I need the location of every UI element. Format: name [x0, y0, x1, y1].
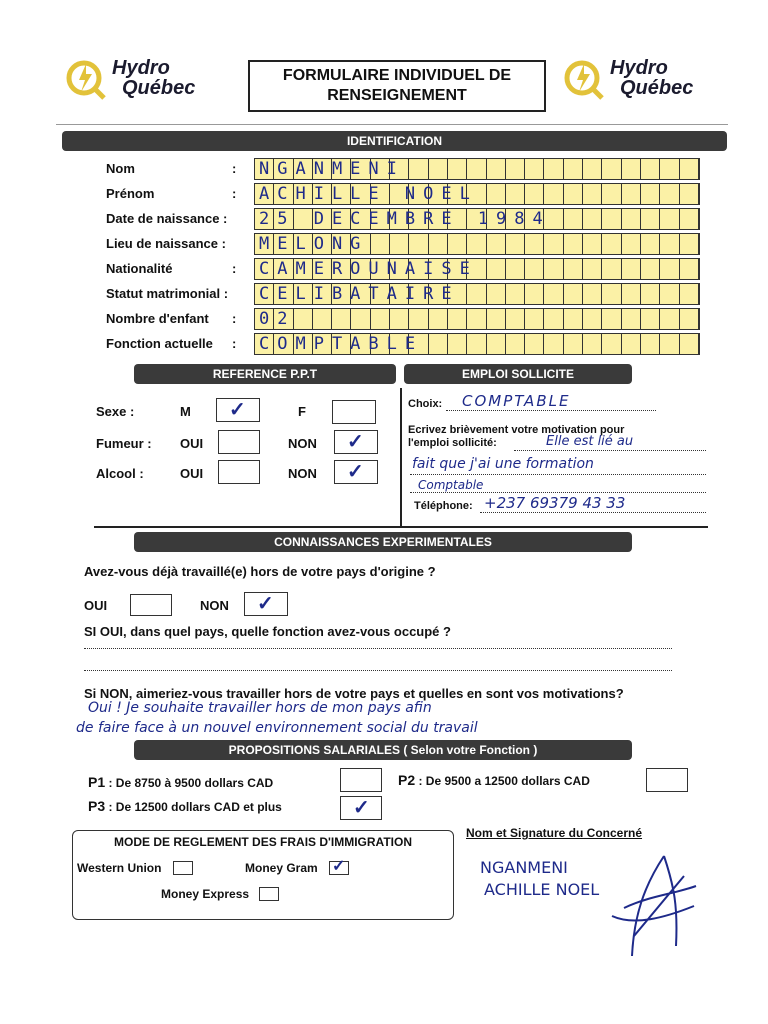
id-field-input[interactable] [254, 158, 700, 180]
id-field-input[interactable] [254, 333, 700, 355]
alcool-non-label: NON [288, 466, 317, 481]
id-field-label: Nom [106, 161, 135, 176]
telephone-line [480, 512, 706, 513]
fumeur-label: Fumeur : [96, 436, 152, 451]
si-oui-line-1 [84, 648, 672, 649]
id-field-value: NGANMENI [259, 159, 405, 179]
signature-name-line1: NGANMENI [480, 858, 568, 877]
telephone-label: Téléphone: [414, 500, 473, 512]
id-field-input[interactable] [254, 183, 700, 205]
travail-oui-label: OUI [84, 598, 108, 613]
motivation-line-2 [410, 474, 706, 475]
id-field-value: CELIBATAIRE [259, 284, 460, 304]
si-non-answer-1: Oui ! Je souhaite travailler hors de mon pays afin [88, 700, 432, 716]
logo-line2: Québec [122, 77, 196, 99]
hydro-quebec-logo-right [562, 56, 693, 100]
id-field-label: Nombre d'enfant [106, 311, 209, 326]
check-mark-icon: ✓ [257, 593, 274, 615]
motivation-text-3: Comptable [418, 478, 484, 492]
reglement-box [72, 830, 454, 920]
alcool-oui-checkbox[interactable] [218, 460, 260, 484]
motivation-text-1: Elle est lié au [546, 434, 634, 449]
check-mark-icon: ✓ [229, 399, 246, 421]
choix-value: COMPTABLE [462, 392, 571, 410]
signature-label: Nom et Signature du Concerné [466, 826, 643, 840]
reglement-title: MODE DE REGLEMENT DES FRAIS D'IMMIGRATION [114, 835, 412, 849]
p2-checkbox[interactable] [646, 768, 688, 792]
motivation-line-3 [410, 492, 706, 493]
motivation-label-1: Ecrivez brièvement votre motivation pour [408, 424, 625, 436]
p2-code: P2 [398, 772, 416, 788]
question-travail-hors-pays: Avez-vous déjà travaillé(e) hors de votre pays d'origine ? [84, 564, 436, 579]
sexe-label: Sexe : [96, 404, 135, 419]
handwritten-signature [604, 846, 704, 966]
id-field-colon: : [232, 311, 237, 326]
reference-ppt-header: REFERENCE P.P.T [134, 364, 396, 384]
p2-option [398, 772, 590, 788]
id-field-input[interactable] [254, 283, 700, 305]
section-vertical-divider [400, 388, 402, 526]
alcool-non-checkbox[interactable] [334, 460, 378, 484]
logo-line1: Hydro [610, 57, 668, 79]
p3-option [88, 798, 282, 814]
id-field-colon: : [232, 186, 237, 201]
p3-code: P3 [88, 798, 106, 814]
logo-line2: Québec [620, 77, 694, 99]
id-field-label: Nationalité [106, 261, 173, 276]
travail-oui-checkbox[interactable] [130, 594, 172, 616]
money-express-label: Money Express [161, 887, 250, 901]
p1-option [88, 774, 273, 790]
id-field-value: ACHILLE NOEL [259, 184, 478, 204]
alcool-oui-label: OUI [180, 466, 204, 481]
id-field-value: 25 DECEMBRE 1984 [259, 209, 551, 229]
id-field-value: COMPTABLE [259, 334, 424, 354]
sexe-m-checkbox[interactable] [216, 398, 260, 422]
sexe-f-checkbox[interactable] [332, 400, 376, 424]
travail-non-checkbox[interactable] [244, 592, 288, 616]
hydro-quebec-logo-left [64, 56, 195, 100]
connaissances-header: CONNAISSANCES EXPERIMENTALES [134, 532, 632, 552]
money-express-checkbox[interactable] [259, 887, 279, 901]
form-title [248, 60, 546, 112]
emploi-sollicite-header: EMPLOI SOLLICITE [404, 364, 632, 384]
fumeur-non-checkbox[interactable] [334, 430, 378, 454]
check-mark-icon: ✓ [353, 797, 370, 819]
id-field-colon: : [232, 336, 237, 351]
p3-text: : De 12500 dollars CAD et plus [108, 800, 282, 814]
si-non-answer-2: de faire face à un nouvel environnement social du travail [76, 720, 478, 736]
p1-code: P1 [88, 774, 106, 790]
id-field-input[interactable] [254, 208, 700, 230]
id-field-colon: : [232, 161, 237, 176]
money-gram-checkbox[interactable] [329, 858, 349, 875]
fumeur-non-label: NON [288, 436, 317, 451]
question-si-oui: SI OUI, dans quel pays, quelle fonction avez-vous occupé ? [84, 624, 451, 639]
fumeur-oui-label: OUI [180, 436, 204, 451]
id-field-input[interactable] [254, 233, 700, 255]
check-mark-icon: ✓ [332, 858, 346, 875]
signature-name-line2: ACHILLE NOEL [484, 880, 600, 899]
section-horizontal-divider [94, 526, 708, 528]
choix-line [446, 410, 656, 411]
p1-text: : De 8750 à 9500 dollars CAD [108, 776, 274, 790]
propositions-header: PROPOSITIONS SALARIALES ( Selon votre Fonction ) [134, 740, 632, 760]
id-field-label: Fonction actuelle [106, 336, 213, 351]
id-field-label: Lieu de naissance : [106, 236, 226, 251]
telephone-value: +237 69379 43 33 [484, 494, 626, 512]
western-union-checkbox[interactable] [173, 861, 193, 875]
p3-checkbox[interactable] [340, 796, 382, 820]
id-field-label: Date de naissance : [106, 211, 228, 226]
id-field-input[interactable] [254, 258, 700, 280]
id-field-value: 02 [259, 309, 296, 329]
hydro-quebec-q-icon [64, 56, 108, 100]
id-field-label: Prénom [106, 186, 155, 201]
form-title-line2: RENSEIGNEMENT [327, 87, 467, 104]
id-field-input[interactable] [254, 308, 700, 330]
id-field-label: Statut matrimonial : [106, 286, 229, 301]
id-field-value: MELONG [259, 234, 369, 254]
hydro-quebec-q-icon [562, 56, 606, 100]
money-gram-label: Money Gram [245, 861, 318, 875]
sexe-f-label: F [298, 404, 306, 419]
western-union-label: Western Union [77, 861, 162, 875]
fumeur-oui-checkbox[interactable] [218, 430, 260, 454]
id-field-value: CAMEROUNAISE [259, 259, 478, 279]
logo-line1: Hydro [112, 57, 170, 79]
si-oui-line-2 [84, 670, 672, 671]
p1-checkbox[interactable] [340, 768, 382, 792]
header-divider [56, 124, 728, 125]
check-mark-icon: ✓ [347, 461, 364, 483]
question-si-non: Si NON, aimeriez-vous travailler hors de votre pays et quelles en sont vos motivations? [84, 686, 624, 701]
alcool-label: Alcool : [96, 466, 144, 481]
p2-text: : De 9500 a 12500 dollars CAD [418, 774, 590, 788]
travail-non-label: NON [200, 598, 229, 613]
motivation-line-1 [514, 450, 706, 451]
sexe-m-label: M [180, 404, 191, 419]
choix-label: Choix: [408, 398, 443, 410]
motivation-text-2: fait que j'ai une formation [412, 456, 594, 472]
check-mark-icon: ✓ [347, 431, 364, 453]
id-field-colon: : [232, 261, 237, 276]
identification-header: IDENTIFICATION [62, 131, 727, 151]
motivation-label-2: l'emploi sollicité: [408, 437, 497, 449]
form-title-line1: FORMULAIRE INDIVIDUEL DE [282, 67, 512, 84]
